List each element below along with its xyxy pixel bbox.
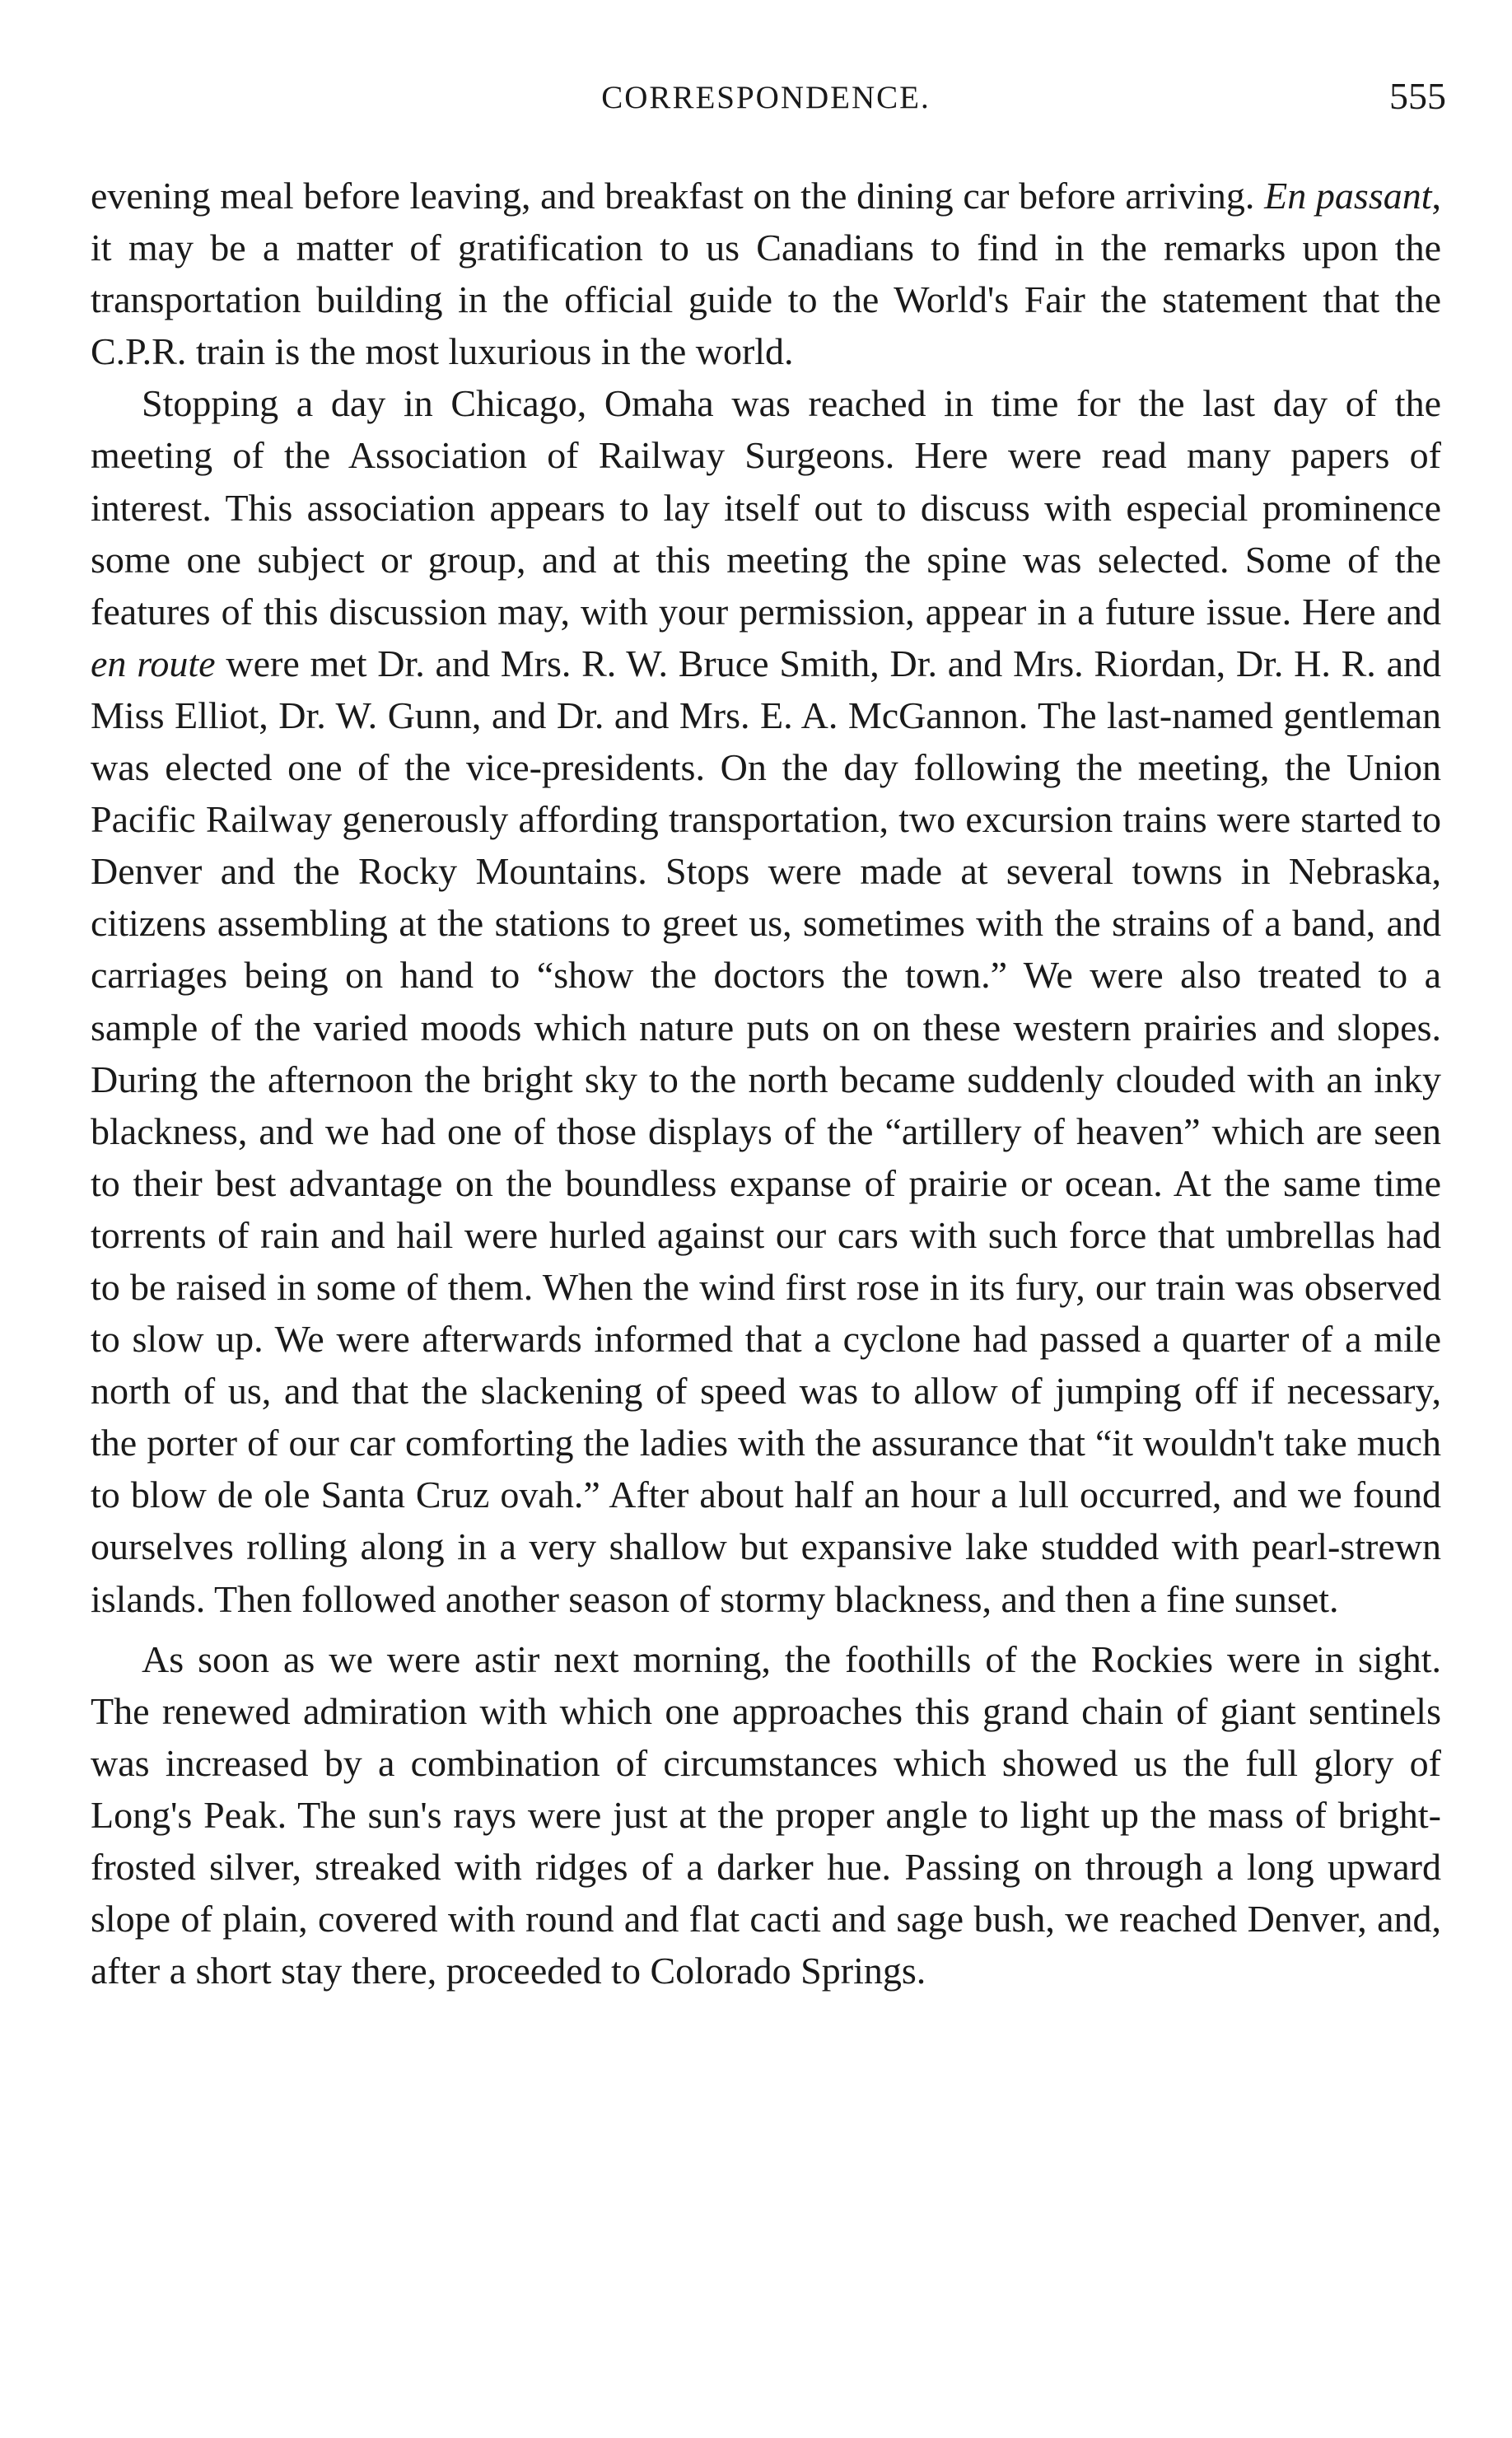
text-segment: As soon as we were astir next morning, the foothills of the Rockies were in sight. The renewed admiration with which one approaches this grand chain of giant sentinels was increased by a combination of circumstances which showed us the full glory of Long's Peak. The sun's rays were just at the proper angle to light up the mass of bright-frosted silver, streaked with ridges of a darker hue. Passing on through a long upward slope of plain, covered with round and flat cacti and sage bush, we reached Denver, and, after a short stay there, proceeded to Colorado Springs. [91,1637,1441,1992]
text-segment: were met Dr. and Mrs. R. W. Bruce Smith, Dr. and Mrs. Riordan, Dr. H. R. and Miss Elliot, Dr. W. Gunn, and Dr. and Mrs. E. A. McGannon. The last-named gentleman was elected one of the vice-presidents. On the day following the meeting, the Union Pacific Railway generously affording transportation, two excursion trains were started to Denver and the Rocky Mountains. Stops were made at several towns in Nebraska, citizens assembling at the stations to greet us, sometimes with the strains of a band, and carriages being on hand to “show the doctors the town.” We were also treated to a sample of the varied moods which nature puts on on these western prairies and slopes. During the afternoon the bright sky to the north became suddenly clouded with an inky blackness, and we had one of those displays of the “artillery of heaven” which are seen to their best advantage on the boundless expanse of prairie or ocean. At the same time torrents of rain and hail were hurled against our cars with such force that umbrellas had to be raised in some of them. When the wind first rose in its fury, our train was observed to slow up. We were afterwards informed that a cyclone had passed a quarter of a mile north of us, and that the slackening of speed was to allow of jumping off if necessary, the porter of our car comforting the ladies with the assurance that “it wouldn't take much to blow de ole Santa Cruz ovah.” After about half an hour a lull occurred, and we found ourselves rolling along in a very shallow but expansive lake studded with pearl-strewn islands. Then followed another season of stormy blackness, and then a fine sunset. [91,642,1442,1620]
body-text [91,170,1441,1997]
book-page [91,74,1446,1997]
running-head: CORRESPONDENCE. [601,80,931,115]
paragraph-1 [91,170,1441,377]
paragraph-3 [91,1633,1441,1997]
page-header [91,74,1446,132]
page-number: 555 [1389,75,1446,117]
italic-phrase: en route [91,642,216,684]
text-segment: evening meal before leaving, and breakfast on the dining car before arriving. [91,175,1265,217]
text-segment: Stopping a day in Chicago, Omaha was reached in time for the last day of the meeting of the Association of Railway Surgeons. Here were read many papers of interest. This association appears to lay itself out to discuss with especial prominence some one subject or group, and at this meeting the spine was selected. Some of the features of this discussion may, with your permission, appear in a future issue. Here and [91,382,1441,633]
paragraph-2 [91,377,1441,1624]
italic-phrase: En passant [1264,175,1432,217]
text-segment: , it may be a matter of gratification to us Canadians to find in the remarks upon the transportation building in the official guide to the World's Fair the statement that the C.P.R. train is the most luxurious in the world. [91,175,1441,373]
